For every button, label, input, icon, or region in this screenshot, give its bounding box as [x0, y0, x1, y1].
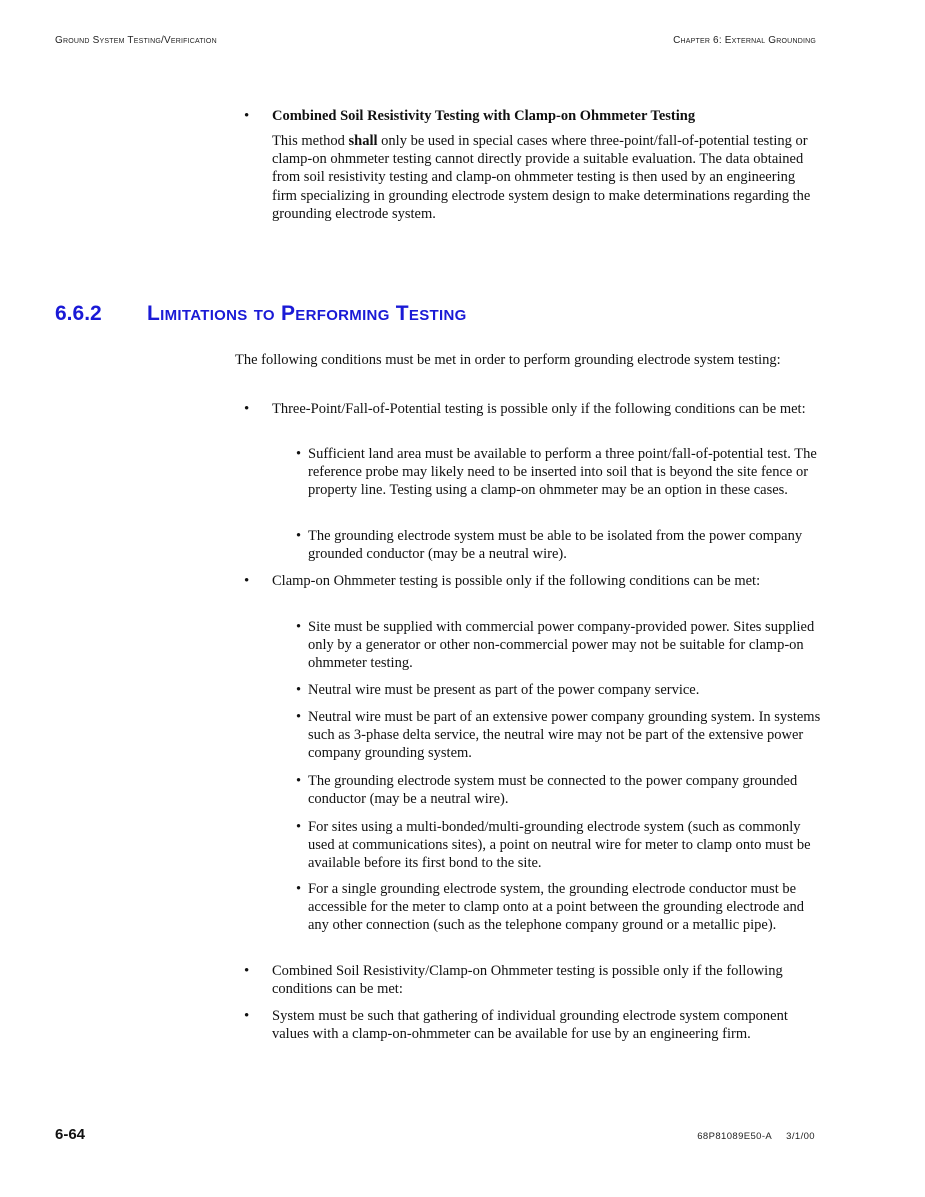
intro-bullet-title: Combined Soil Resistivity Testing with Clamp-on Ohmmeter Testing [272, 108, 696, 124]
intro-body-start: This method [272, 133, 349, 149]
sub-item-single-electrode: For a single grounding electrode system, the grounding electrode conductor must be accessible for the meter to clamp onto at a point between the grounding electrode and any other connection (such as the telephone company ground or a metallic pipe). [308, 881, 805, 934]
sub-item-isolation: The grounding electrode system must be able to be isolated from the power company grounded conductor (may be a neutral wire). [308, 528, 803, 563]
sub-bullet-marker: • [296, 773, 302, 789]
sub-bullet-marker: • [296, 819, 302, 835]
sub-bullet-marker: • [296, 528, 302, 544]
sub-item-neutral-present: Neutral wire must be present as part of the power company service. [308, 682, 700, 698]
sub-item-land-area: Sufficient land area must be available to perform a three point/fall-of-potential test. The reference probe may likely need to be inserted into soil that is beyond the site fence or property line. Testing using a clamp-on ohmmeter may be an option in these cases. [308, 446, 817, 499]
doc-number: 68P81089E50-A [697, 1131, 773, 1142]
running-header-left: Ground System Testing/Verification [55, 35, 217, 46]
doc-date: 3/1/00 [786, 1131, 815, 1142]
sub-item-neutral-extensive: Neutral wire must be part of an extensive power company grounding system. In systems such as 3-phase delta service, the neutral wire may not be part of the extensive power company grounding system. [308, 709, 821, 762]
intro-bullet-body [272, 132, 820, 223]
section-title: Limitations to Performing Testing [147, 302, 467, 325]
sub-bullet-marker: • [296, 682, 302, 698]
bullet-marker: • [244, 963, 250, 979]
bullet-marker: • [244, 401, 250, 417]
document-id [697, 1131, 815, 1142]
bullet-system-values: System must be such that gathering of individual grounding electrode system component values with a clamp-on-ohmmeter can be available for use by an engineering firm. [272, 1008, 788, 1043]
bullet-marker: • [244, 573, 250, 589]
sub-bullet-marker: • [296, 446, 302, 462]
intro-body-emphasis: shall [348, 133, 378, 149]
sub-bullet-marker: • [296, 881, 302, 897]
sub-bullet-marker: • [296, 709, 302, 725]
running-header-right: Chapter 6: External Grounding [673, 35, 816, 46]
bullet-clamp-condition: Clamp-on Ohmmeter testing is possible only if the following conditions can be met: [272, 573, 761, 589]
page-number: 6-64 [55, 1126, 86, 1143]
bullet-fop-condition: Three-Point/Fall-of-Potential testing is possible only if the following conditions can be met: [272, 401, 806, 417]
bullet-marker: • [244, 108, 250, 124]
bullet-marker: • [244, 1008, 250, 1024]
section-intro: The following conditions must be met in order to perform grounding electrode system testing: [235, 352, 781, 368]
intro-body-rest: only be used in special cases where three-point/fall-of-potential testing or clamp-on ohmmeter testing cannot directly provide a suitable evaluation. The data obtained from soil resistivity testing and clamp-on ohmmeter testing is then used by an engineering firm specializing in grounding electrode system design to make determinations regarding the grounding electrode system. [272, 133, 811, 222]
sub-item-commercial-power: Site must be supplied with commercial power company-provided power. Sites supplied only by a generator or other non-commercial power may not be suitable for clamp-on ohmmeter testing. [308, 619, 815, 672]
bullet-combined-condition: Combined Soil Resistivity/Clamp-on Ohmmeter testing is possible only if the following conditions can be met: [272, 963, 783, 998]
section-number: 6.6.2 [55, 302, 102, 325]
sub-item-connected: The grounding electrode system must be connected to the power company grounded conductor (may be a neutral wire). [308, 773, 798, 808]
sub-bullet-marker: • [296, 619, 302, 635]
sub-item-multi-bonded: For sites using a multi-bonded/multi-grounding electrode system (such as commonly used at communications sites), a point on neutral wire for meter to clamp onto must be available before its first bond to the site. [308, 819, 811, 872]
